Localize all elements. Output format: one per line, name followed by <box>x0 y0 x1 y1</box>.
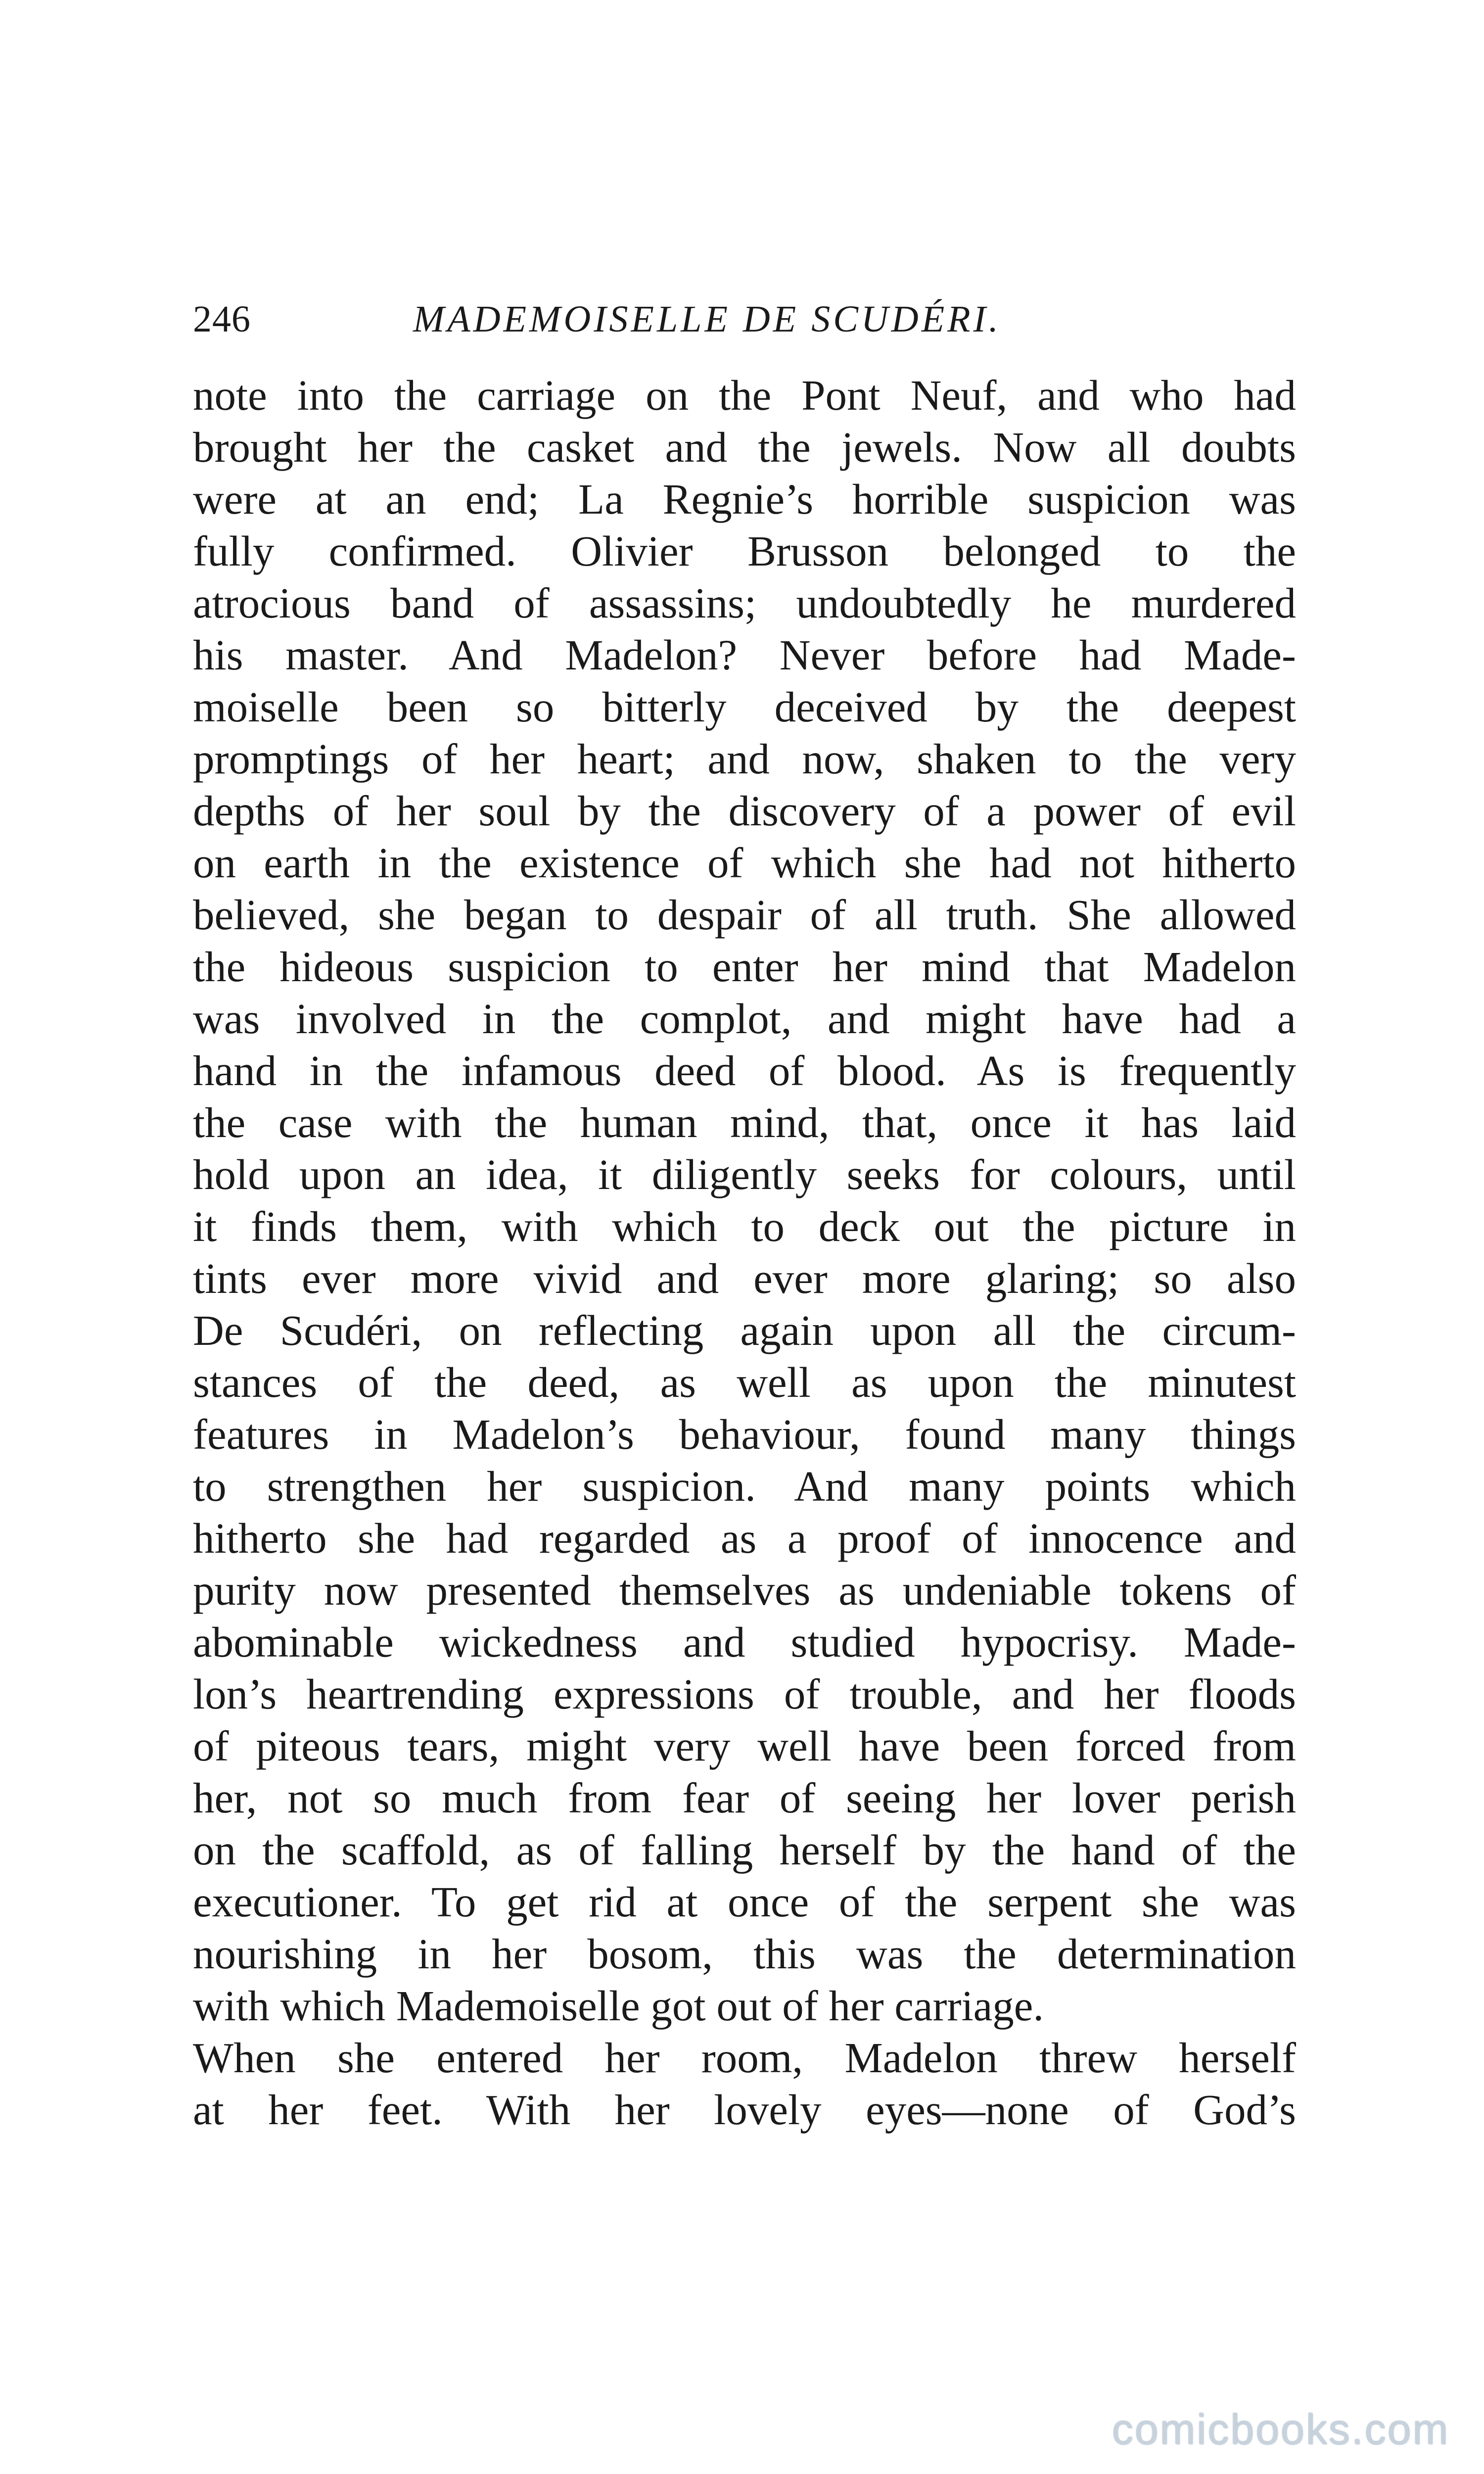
text-line: executioner. To get rid at once of the serpent she was <box>193 1878 1296 1926</box>
text-line: atrocious band of assassins; undoubtedly he murdered <box>193 579 1296 627</box>
text-line: his master. And Madelon? Never before had Made- <box>193 631 1296 679</box>
watermark: comicbooks.com <box>1112 2406 1449 2453</box>
text-line: fully confirmed. Olivier Brusson belonged to the <box>193 527 1296 575</box>
text-line: with which Mademoiselle got out of her carriage. <box>193 1982 1044 2030</box>
text-line: features in Madelon’s behaviour, found many things <box>193 1410 1296 1458</box>
running-title: MADEMOISELLE DE SCUDÉRI. <box>413 298 1001 340</box>
page-number: 246 <box>193 298 251 340</box>
text-line: her, not so much from fear of seeing her lover perish <box>193 1774 1296 1822</box>
running-head <box>193 292 1296 346</box>
paragraph <box>193 2032 1296 2136</box>
text-line: abominable wickedness and studied hypocrisy. Made- <box>193 1618 1296 1666</box>
text-line: on earth in the existence of which she had not hitherto <box>193 839 1296 887</box>
text-line: tints ever more vivid and ever more glaring; so also <box>193 1254 1296 1302</box>
text-line: lon’s heartrending expressions of trouble, and her floods <box>193 1670 1296 1718</box>
text-line: depths of her soul by the discovery of a power of evil <box>193 787 1296 835</box>
text-line: promptings of her heart; and now, shaken to the very <box>193 735 1296 783</box>
body-text <box>193 369 1296 2136</box>
text-line: were at an end; La Regnie’s horrible suspicion was <box>193 475 1296 523</box>
paragraph <box>193 369 1296 2032</box>
text-line: at her feet. With her lovely eyes—none of God’s <box>193 2086 1296 2134</box>
text-line: hitherto she had regarded as a proof of innocence and <box>193 1514 1296 1562</box>
text-line: hold upon an idea, it diligently seeks for colours, until <box>193 1150 1296 1198</box>
text-line: to strengthen her suspicion. And many points which <box>193 1462 1296 1510</box>
text-line: on the scaffold, as of falling herself by the hand of the <box>193 1826 1296 1874</box>
text-line: note into the carriage on the Pont Neuf, and who had <box>193 371 1296 419</box>
text-line: it finds them, with which to deck out the picture in <box>193 1202 1296 1250</box>
text-line: stances of the deed, as well as upon the minutest <box>193 1358 1296 1406</box>
text-line: was involved in the complot, and might have had a <box>193 995 1296 1043</box>
text-line: When she entered her room, Madelon threw herself <box>193 2034 1296 2082</box>
text-line: De Scudéri, on reflecting again upon all the circum- <box>193 1306 1296 1354</box>
text-line: brought her the casket and the jewels. Now all doubts <box>193 423 1296 471</box>
text-line: of piteous tears, might very well have been forced from <box>193 1722 1296 1770</box>
text-line: purity now presented themselves as undeniable tokens of <box>193 1566 1296 1614</box>
text-line: the case with the human mind, that, once it has laid <box>193 1098 1296 1146</box>
text-line: nourishing in her bosom, this was the determination <box>193 1930 1296 1978</box>
text-line: moiselle been so bitterly deceived by the deepest <box>193 683 1296 731</box>
text-line: believed, she began to despair of all truth. She allowed <box>193 891 1296 939</box>
text-line: the hideous suspicion to enter her mind that Madelon <box>193 943 1296 991</box>
text-line: hand in the infamous deed of blood. As is frequently <box>193 1047 1296 1094</box>
